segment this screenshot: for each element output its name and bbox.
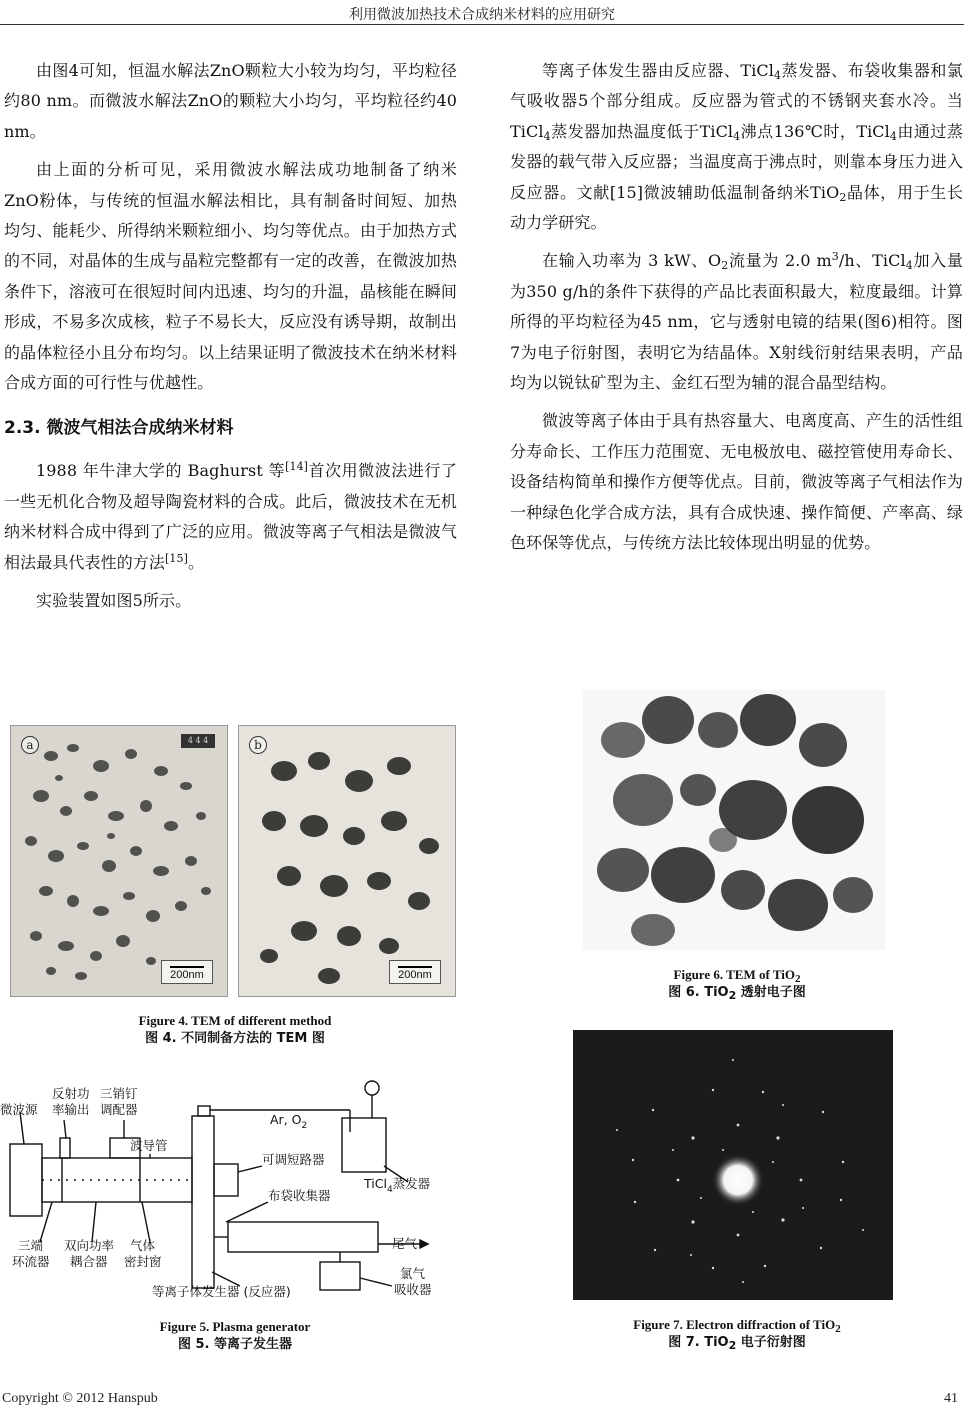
label-window-2: 密封窗 (124, 1254, 162, 1269)
paragraph-zno-size: 由图4可知，恒温水解法ZnO颗粒大小较为均匀，平均粒径约80 nm。而微波水解法ZnO的颗粒大小均匀，平均粒径约40 nm。 (4, 61, 457, 141)
figure-4-tem-images (10, 725, 456, 997)
label-chlorine-1: 氯气 (400, 1266, 426, 1281)
label-window-1: 气体 (130, 1238, 156, 1253)
figure-5-schematic (0, 1072, 470, 1310)
figure-6-caption-zh (520, 984, 954, 1002)
label-circulator-2: 环流器 (12, 1254, 50, 1269)
subscript: 2 (721, 259, 729, 273)
figure-5-caption-zh: 图 5. 等离子发生器 (177, 1337, 293, 1352)
header-rule (0, 24, 964, 25)
label-reactor: 等离子体发生器 (反应器) (152, 1284, 291, 1299)
scale-bar-a: 200nm (161, 960, 213, 984)
subscript: 4 (543, 129, 551, 143)
superscript: 3 (831, 250, 839, 264)
waveguide (42, 1158, 192, 1202)
label-chlorine-2: 吸收器 (394, 1282, 432, 1297)
figure-4-caption-zh: 图 4. 不同制备方法的 TEM 图 (145, 1031, 325, 1046)
microwave-source-block (10, 1144, 42, 1216)
section-heading-2-3: 2.3. 微波气相法合成纳米材料 (4, 418, 234, 439)
text-run: 晶体，用于生长动力学研究。 (510, 182, 963, 233)
subscript: 4 (889, 129, 897, 143)
label-coupler-1: 双向功率 (64, 1238, 115, 1253)
left-column (4, 56, 457, 617)
tem-label-b: b (249, 736, 267, 754)
text-run: 沸点136℃时，TiCl (740, 121, 890, 141)
figure-6-caption (520, 966, 954, 1002)
label-coupler-2: 耦合器 (70, 1254, 108, 1269)
subscript: 4 (905, 259, 913, 273)
figure-4-caption-en: Figure 4. TEM of different method (138, 1013, 332, 1028)
label-circulator-1: 三端 (18, 1238, 44, 1253)
diffraction-pattern (573, 1030, 893, 1300)
label-waveguide: 波导管 (130, 1138, 168, 1153)
label-bag-collector: 布袋收集器 (268, 1188, 331, 1203)
ticl-text-end: 蒸发器 (392, 1176, 431, 1191)
gas-text: Ar, O (270, 1112, 302, 1127)
caption-text: 电子衍射图 (736, 1335, 806, 1350)
footer-page-number: 41 (944, 1391, 958, 1406)
gas-subscript: 2 (301, 1121, 308, 1131)
label-tail-gas: 尾气 (392, 1236, 418, 1251)
history-text-end: 。 (188, 552, 205, 572)
tem-a-particles (11, 726, 228, 997)
figure-7-caption (520, 1316, 954, 1352)
label-microwave-source: 微波源 (0, 1102, 38, 1117)
tunable-short (214, 1164, 238, 1196)
figure-5-caption (0, 1318, 470, 1354)
text-run: 由通过蒸发器的载气带入反应器；当温度高于沸点时，则靠本身压力进入反应器。文献[15]微波辅助低温制备纳米TiO (510, 121, 963, 202)
figure-6-caption-en (520, 966, 954, 984)
reflect-output-stub (60, 1138, 70, 1158)
paragraph-conditions (510, 246, 963, 398)
chlorine-absorber (320, 1262, 360, 1290)
paragraph-advantages: 微波等离子体由于具有热容量大、电离度高、产生的活性组分寿命长、工作压力范围宽、无电极放电、磁控管使用寿命长、设备结构简单和操作方便等优点。目前，微波等离子气相法作为一种绿色化学合成方法，具有合成快速、操作简便、产率高、绿色环保等优点，与传统方法比较体现出明显的优势。 (510, 411, 963, 553)
figure-7-diffraction-image (573, 1030, 893, 1300)
history-text-b: 首次用微波法进行了一些无机化合物及超导陶瓷材料的合成。此后，微波技术在无机纳米材料合成中得到了广泛的应用。微波等离子气相法是微波气相法最具代表性的方法 (4, 461, 457, 572)
central-beam (712, 1154, 764, 1206)
text-run: 等离子体发生器由反应器、TiCl (542, 61, 774, 80)
figure-6-tem-image (583, 690, 885, 950)
plasma-generator-diagram (0, 1072, 470, 1310)
caption-subscript: 2 (794, 973, 801, 985)
label-tuner-2: 调配器 (100, 1102, 138, 1117)
tio2-particles (583, 690, 885, 950)
tem-image-a (10, 725, 228, 997)
label-reflect-output-1: 反射功 (52, 1086, 90, 1101)
reactor-tube (192, 1116, 214, 1288)
bag-collector (228, 1222, 378, 1252)
citation-15: [15] (165, 551, 188, 565)
paragraph-setup: 实验装置如图5所示。 (36, 591, 192, 611)
ticl-text: TiCl (364, 1176, 387, 1191)
text-run: 蒸发器、布袋收集器和氯气吸收器5个部分组成。反应器为管式的不锈钢夹套水冷。当TiCl (510, 61, 963, 141)
footer-copyright: Copyright © 2012 Hanspub (2, 1391, 158, 1406)
text-run: 在输入功率为 3 kW、O (542, 251, 722, 271)
figure-7-caption-zh (520, 1334, 954, 1352)
figure-7-caption-en (520, 1316, 954, 1334)
caption-text: 透射电子图 (736, 985, 806, 1000)
subscript: 4 (733, 129, 741, 143)
right-column (510, 56, 963, 559)
text-run: 加入量为350 g/h的条件下获得的产品比表面积最大，粒度最细。计算所得的平均粒径为45 nm，它与透射电镜的结果(图6)相符。图7为电子衍射图，表明它为结晶体。X射线衍射结果表明，产品均为以锐钛矿型为主、金红石型为辅的混合晶型结构。 (510, 251, 963, 393)
running-header: 利用微波加热技术合成纳米材料的应用研究 (349, 7, 615, 23)
caption-subscript: 2 (835, 1323, 841, 1335)
label-reflect-output-2: 率输出 (52, 1102, 90, 1117)
label-tunable-short: 可调短路器 (262, 1152, 325, 1167)
caption-text: 图 7. TiO (668, 1335, 729, 1350)
tem-image-b (238, 725, 456, 997)
figure-5-caption-en: Figure 5. Plasma generator (159, 1319, 311, 1334)
figure-4-caption (0, 1012, 470, 1048)
caption-subscript: 2 (728, 1339, 737, 1352)
ticl-subscript: 4 (386, 1185, 393, 1195)
text-run: /h、TiCl (838, 251, 906, 271)
paragraph-plasma-generator (510, 56, 963, 238)
caption-subscript: 2 (728, 989, 737, 1002)
tem-label-a: a (21, 736, 39, 754)
text-run: 流量为 2.0 m (728, 251, 832, 271)
paragraph-analysis: 由上面的分析可见，采用微波水解法成功地制备了纳米ZnO粉体，与传统的恒温水解法相比，具有制备时间短、加热均匀、能耗少、所得纳米颗粒细小、均匀等优点。由于加热方式的不同，对晶体的生成与晶粒完整都有一定的改善，在微波加热条件下，溶液可在很短时间内迅速、均匀的升温，晶核能在瞬间形成，不易多次成核，粒子不易长大，反应没有诱导期，故制出的晶体粒径小且分布均匀。以上结果证明了微波技术在纳米材料合成方面的可行性与优越性。 (4, 160, 457, 393)
label-tuner-1: 三销钉 (100, 1086, 138, 1101)
label-ticl4-evaporator (363, 1176, 431, 1195)
ticl4-evaporator (342, 1118, 386, 1172)
citation-14: [14] (285, 460, 309, 474)
history-text-a: 1988 年牛津大学的 Baghurst 等 (36, 461, 286, 481)
caption-text: Figure 7. Electron diffraction of TiO (633, 1317, 836, 1332)
label-gas (270, 1112, 307, 1131)
tem-tag: 4 4 4 (181, 734, 215, 748)
scale-bar-b: 200nm (389, 960, 441, 984)
subscript: 4 (773, 69, 782, 82)
paragraph-history (4, 456, 457, 578)
text-run: 蒸发器加热温度低于TiCl (550, 121, 734, 141)
tem-b-particles (239, 726, 456, 997)
caption-text: 图 6. TiO (668, 985, 729, 1000)
caption-text: Figure 6. TEM of TiO (673, 967, 795, 982)
subscript: 2 (839, 190, 847, 204)
